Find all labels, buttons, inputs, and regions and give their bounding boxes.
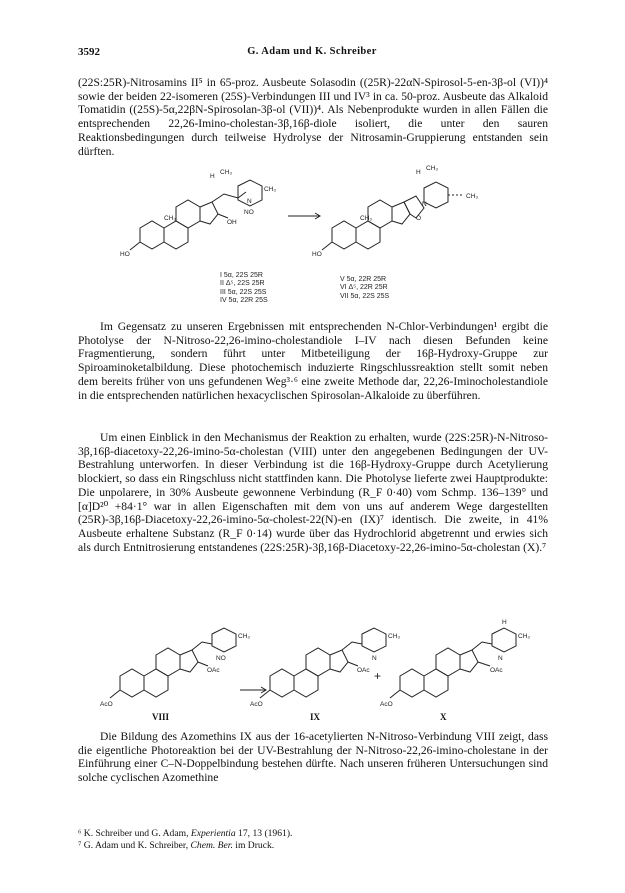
- n-label-ix: N: [372, 655, 377, 662]
- h-label-x: H: [502, 619, 507, 626]
- compound-caption-x: X: [440, 712, 447, 722]
- me-label-ix: CH₃: [388, 633, 401, 640]
- me-label-left-1: CH₃: [220, 169, 233, 176]
- ring-d-left: [200, 202, 218, 224]
- aco-label-viii: AcO: [100, 701, 113, 708]
- h-label-right: H: [416, 169, 421, 176]
- footnote-marker: ⁷: [78, 840, 82, 851]
- reaction-scheme-2: [100, 616, 540, 724]
- footnote-6: [78, 828, 548, 840]
- paragraph-1: (22S:25R)-Nitrosamins II⁵ in 65-proz. Ausbeute Solasodin ((25R)-22αN-Spirosol-5-en-3β-ol (VI))⁴ sowie der beiden 22-isomeren (25S)-Verbindungen III und IV³ in ca. 50-proz. Ausbeute das Alkaloid Tomatidin ((25S)-5α,22βN-Spirosolan-3β-ol (VII))⁴. Als Nebenprodukte wurden in allen Fällen die entsprechenden 22,26-Imino-cholestan-3β,16β-diole isoliert, die unter den sauren Reaktionsbedingungen durch teilweise Hydrolyse der Nitrosamin-Gruppierung entstanden sein dürften.: [78, 76, 548, 158]
- compound-caption-viii: VIII: [152, 712, 170, 722]
- footnote-journal: Chem. Ber.: [190, 840, 233, 851]
- footnotes: [78, 828, 548, 852]
- side-chain-left: [212, 192, 246, 202]
- footnote-marker: ⁶: [78, 828, 82, 839]
- compound-list-right: [340, 276, 389, 301]
- ring-b-left: [164, 221, 188, 249]
- ring-a-right: [332, 221, 356, 249]
- reaction-scheme-1: [120, 158, 500, 308]
- footnote-citation: 17, 13 (1961).: [235, 828, 293, 839]
- scheme-1-structures: [120, 158, 500, 270]
- footnote-authors: G. Adam und K. Schreiber,: [83, 840, 191, 851]
- h-label-left: H: [210, 173, 215, 180]
- compound-label: III 5α, 22S 25S: [220, 288, 267, 296]
- no-label: NO: [244, 209, 254, 216]
- page-header: [78, 46, 546, 62]
- ho-label-left: HO: [120, 251, 130, 258]
- ring-a-left: [140, 221, 164, 249]
- me-label-right-3: CH₃: [360, 215, 373, 222]
- paragraph-4: Die Bildung des Azomethins IX aus der 16-acetylierten N-Nitroso-Verbindung VIII zeigt, dass die eigentliche Photoreaktion bei der UV-Bestrahlung der N-Nitroso-22,26-imino-cholestane in der Einführung einer C–N-Doppelbindung bestehen dürfte. Nach unseren früheren Untersuchungen sind solche cyclischen Azomethine: [78, 730, 548, 785]
- footnote-journal: Experientia: [190, 828, 236, 839]
- oac-label-viii: OAc: [207, 667, 220, 674]
- ring-b-right: [356, 221, 380, 249]
- ho-bond-left: [130, 242, 140, 250]
- compound-list-left: [220, 272, 268, 306]
- o-label-right: O: [416, 215, 422, 222]
- scheme-2-structures: [100, 616, 540, 724]
- oh-label: OH: [227, 219, 237, 226]
- compound-label: IV 5α, 22R 25S: [220, 297, 268, 305]
- compound-label: II Δ⁵, 22S 25R: [220, 280, 265, 288]
- n-label-left: N: [247, 198, 252, 205]
- footnote-authors: K. Schreiber und G. Adam,: [83, 828, 191, 839]
- aco-label-x: AcO: [380, 701, 393, 708]
- me-label-right-1: CH₃: [426, 165, 439, 172]
- compound-label: VI Δ⁵, 22R 25R: [340, 284, 388, 292]
- n-label-x: N: [498, 655, 503, 662]
- compound-label: VII 5α, 22S 25S: [340, 292, 390, 300]
- ring-c-left: [176, 200, 200, 228]
- paragraph-3: Um einen Einblick in den Mechanismus der Reaktion zu erhalten, wurde (22S:25R)-N-Nitroso-3β,16β-diacetoxy-22,26-imino-5α-cholestan (VIII) unter den angegebenen Bedingungen der UV-Bestrahlung unterworfen. In dieser Verbindung ist die 16β-Hydroxy-Gruppe durch Acetylierung blockiert, so dass ein Ringschluss nicht stattfinden kann. Die Photolyse lieferte zwei Hauptprodukte: Die unpolarere, in 30% Ausbeute gewonnene Verbindung (R_F 0·40) vom Schmp. 136–139° und [α]D²⁰ +84·1° war in allen Eigenschaften mit dem von uns auf anderem Wege dargestellten (25R)-3β,16β-Diacetoxy-22,26-imino-5α-cholest-22(N)-en (IX)⁷ identisch. Die zweite, in 41% Ausbeute erhaltene Substanz (R_F 0·14) wurde über das Hydrochlorid abgetrennt und erwies sich als durch Entnitrosierung entstandenes (22S:25R)-3β,16β-Diacetoxy-22,26-imino-5α-cholestan (X).⁷: [78, 431, 548, 554]
- compound-label: I 5α, 22S 25R: [220, 272, 263, 279]
- no-label-viii: NO: [216, 655, 226, 662]
- running-title: G. Adam und K. Schreiber: [247, 46, 377, 57]
- ring-f-right: [424, 182, 448, 208]
- oac-label-ix: OAc: [357, 667, 370, 674]
- me-label-right-2: CH₃: [466, 193, 479, 200]
- compound-label: V 5α, 22R 25R: [340, 276, 387, 283]
- ho-bond-right: [322, 242, 332, 250]
- me-label-left-3: CH₃: [164, 215, 177, 222]
- ring-d-right: [392, 202, 410, 224]
- footnote-7: [78, 840, 548, 852]
- me-label-viii: CH₃: [238, 633, 251, 640]
- n-label-right: N: [422, 201, 427, 208]
- oac-label-x: OAc: [490, 667, 503, 674]
- compound-caption-ix: IX: [310, 712, 321, 722]
- footnote-citation: im Druck.: [232, 840, 275, 851]
- me-label-left-2: CH₃: [264, 186, 277, 193]
- page-number: 3592: [78, 46, 100, 58]
- oh-bond-left: [218, 214, 228, 218]
- ring-c-right: [368, 200, 392, 228]
- plus-sign: +: [374, 669, 382, 683]
- ho-label-right: HO: [312, 251, 322, 258]
- paragraph-2: Im Gegensatz zu unseren Ergebnissen mit entsprechenden N-Chlor-Verbindungen¹ ergibt die Photolyse der N-Nitroso-22,26-imino-cholestandiole I–IV nach diesen Befunden keine Fragmentierung, sondern führt unter Mitbeteiligung der 16β-Hydroxy-Gruppe zur Spiroaminoketalbildung. Diese photochemisch induzierte Ringschlussreaktion stellt somit neben dem bereits früher von uns gefundenen Weg³·⁶ eine zweite Methode dar, 22,26-Iminocholestandiole in die entsprechenden natürlichen hexacyclischen Spirosolan-Alkaloide zu überführen.: [78, 320, 548, 402]
- me-label-x: CH₃: [518, 633, 531, 640]
- aco-label-ix: AcO: [250, 701, 263, 708]
